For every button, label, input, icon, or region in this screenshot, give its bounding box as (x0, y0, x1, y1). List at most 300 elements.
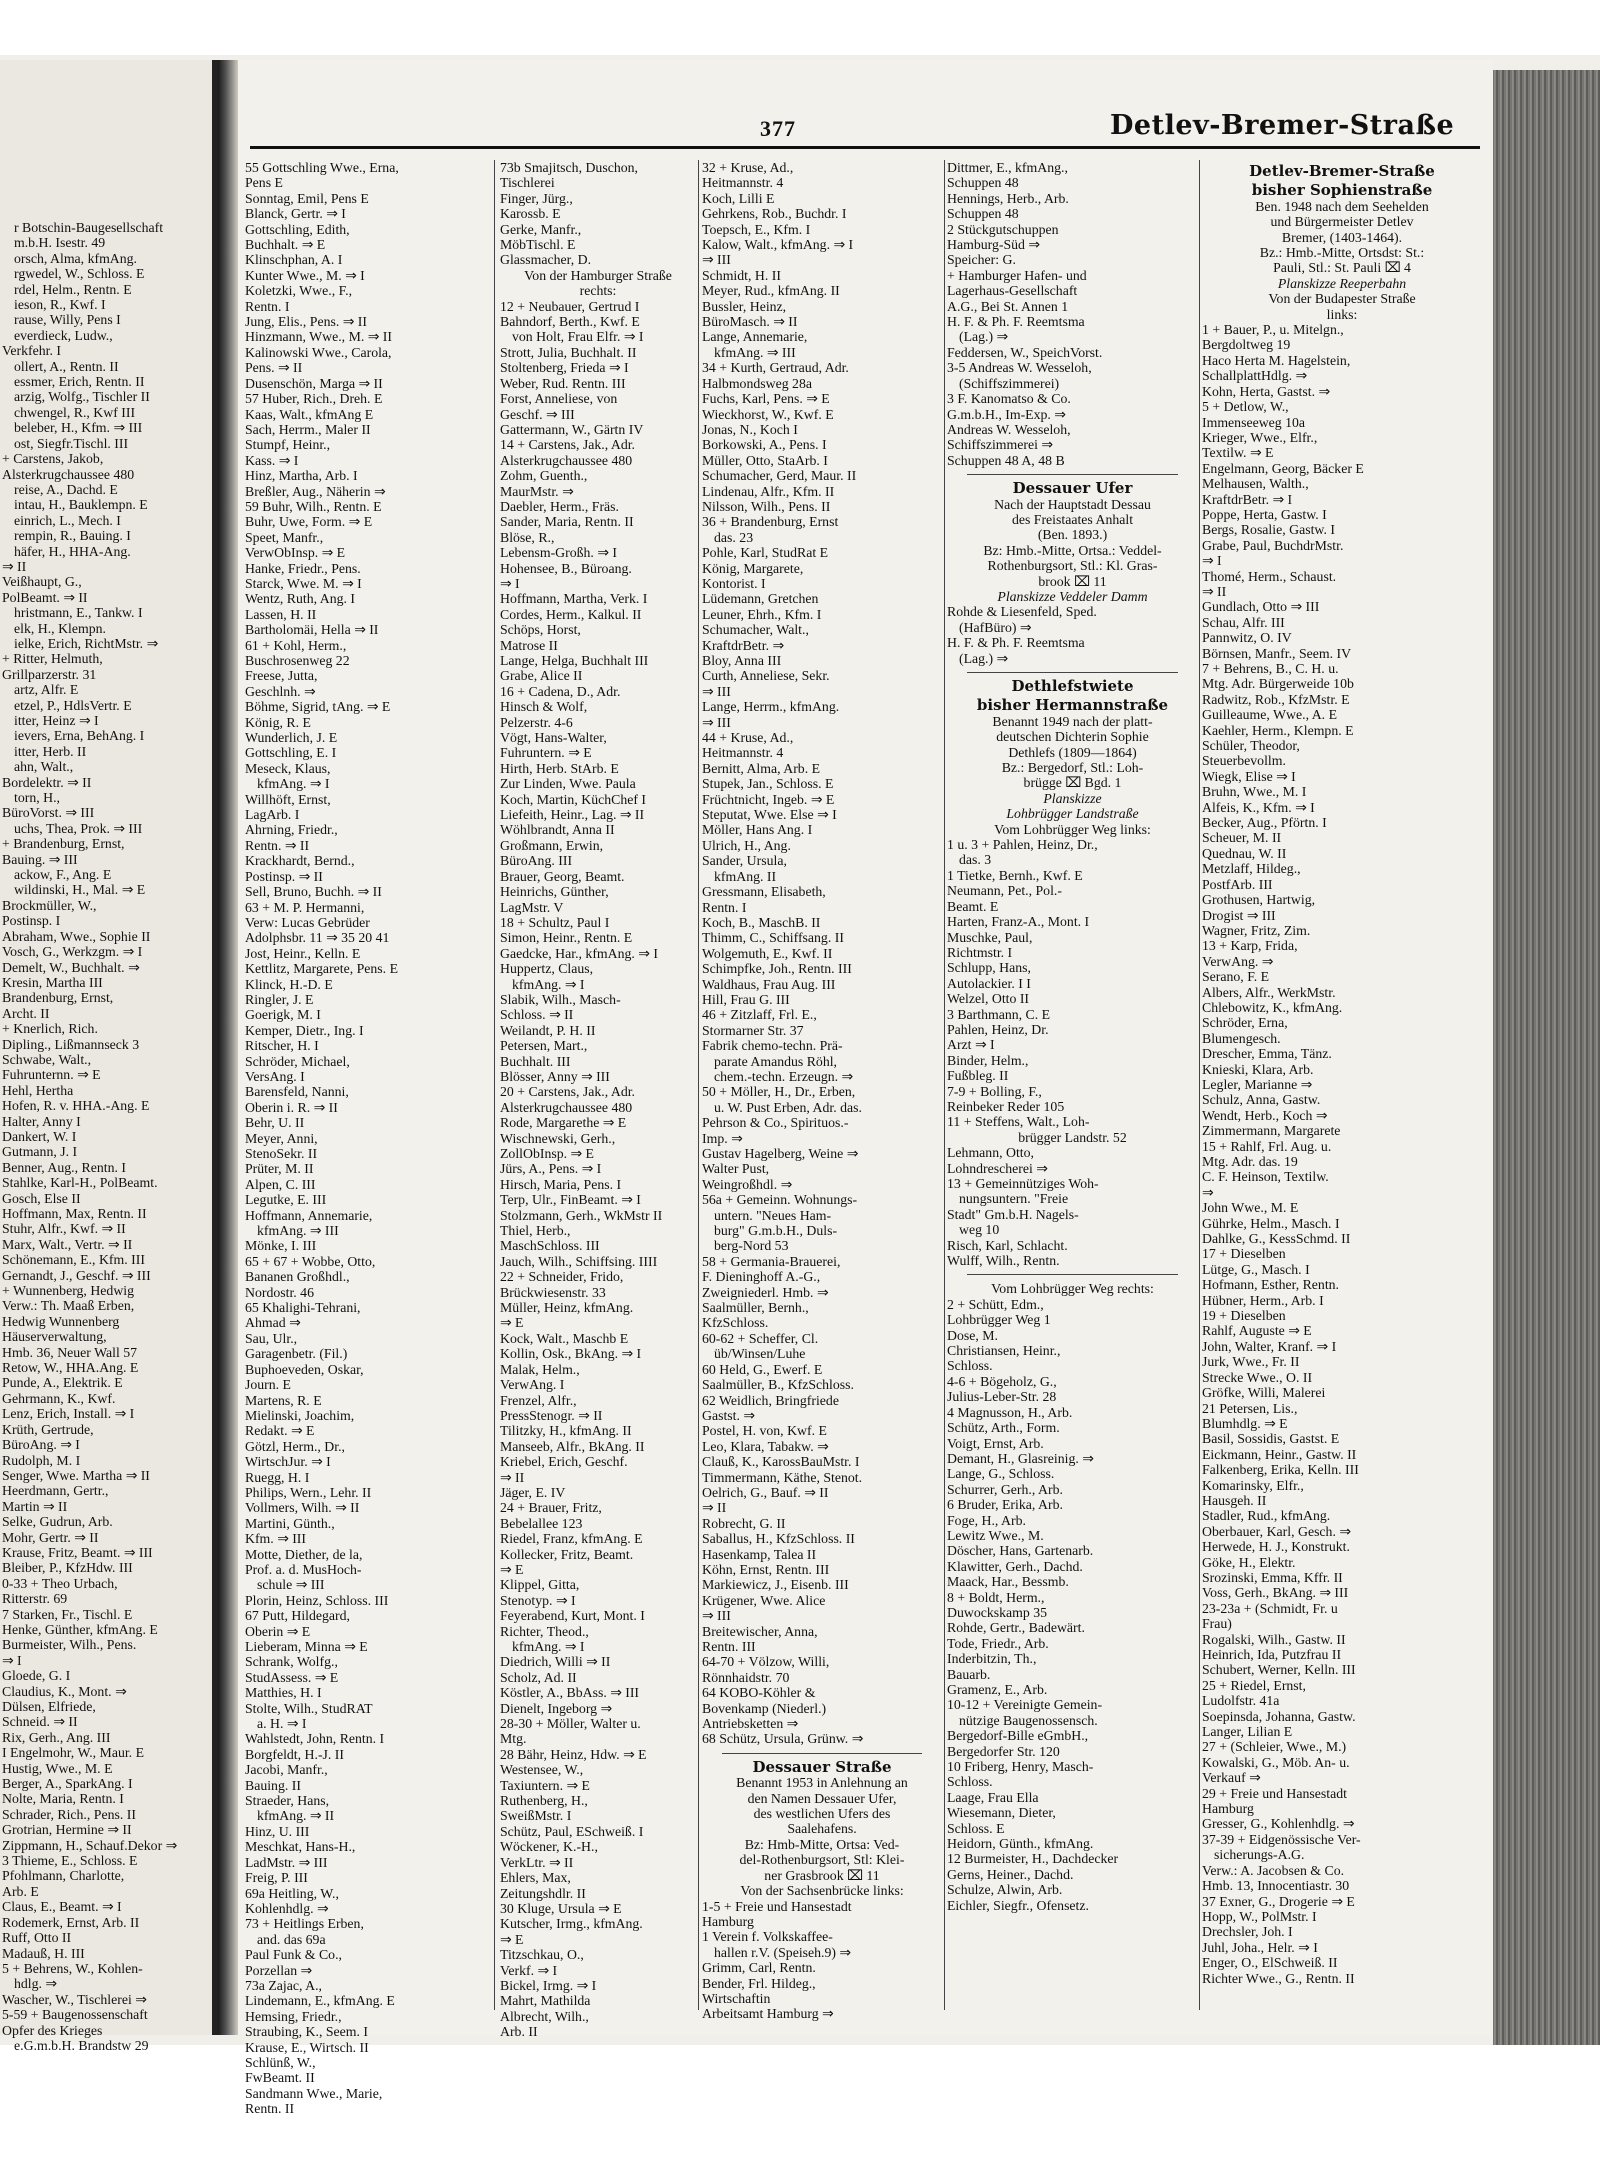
directory-entry-line: Jacobi, Manfr., (245, 1762, 328, 1778)
directory-entry-line: Krüth, Gertrude, (2, 1421, 94, 1437)
street-description: brook ⌧ 11 (1038, 573, 1107, 589)
directory-entry-line: 60-62 + Scheffer, Cl. (702, 1330, 819, 1346)
directory-entry-line: Opfer des Krieges (2, 2022, 103, 2038)
directory-entry-line: Schloss. E (947, 1820, 1005, 1836)
directory-entry-line: Hinzmann, Wwe., M. ⇒ II (245, 329, 392, 345)
directory-entry-line: Buschrosenweg 22 (245, 653, 350, 668)
directory-entry-line: üb/Winsen/Luhe (714, 1346, 806, 1362)
directory-entry-line: Martens, R. E (245, 1392, 322, 1408)
directory-entry-line: Fuhrunternn. ⇒ E (2, 1067, 101, 1083)
directory-entry-line: 2 + Schütt, Edm., (947, 1296, 1044, 1312)
directory-entry-line: Häuserverwaltung, (2, 1329, 107, 1345)
street-description: Bz.: Bergedorf, Stl.: Loh- (1001, 760, 1144, 776)
directory-entry-line: Schlünß, W., (245, 2054, 316, 2070)
directory-entry-line: Prof. a. d. MusHoch- (245, 1561, 362, 1577)
directory-entry-line: Selke, Gudrun, Arb. (2, 1514, 113, 1530)
directory-entry-line: 13 + Gemeinnütziges Woh- (947, 1176, 1099, 1191)
directory-entry-line: 63 + M. P. Hermanni, (245, 899, 365, 915)
directory-entry-line: Diedrich, Willi ⇒ II (500, 1654, 611, 1670)
directory-entry-line: nützige Baugenossensch. (959, 1712, 1098, 1728)
directory-entry-line: Enger, O., ElSchweiß. II (1202, 1955, 1338, 1971)
directory-entry-line: Schmidt, H. II (702, 267, 781, 283)
directory-entry-line: Lange, G., Schloss. (947, 1466, 1055, 1482)
directory-entry-line: 3 Barthmann, C. E (947, 1006, 1051, 1022)
directory-entry-line: Bruhn, Wwe., M. I (1202, 784, 1307, 800)
directory-entry-line: ⇒ III (702, 252, 731, 268)
directory-entry-line: Simon, Heinr., Rentn. E (500, 930, 633, 946)
directory-entry-line: MaurMstr. ⇒ (500, 483, 574, 499)
directory-entry-line: Postel, H. von, Kwf. E (702, 1423, 827, 1439)
directory-entry-line: Zweigniederl. Hmb. ⇒ (702, 1284, 829, 1300)
directory-entry-line: BüroAng. ⇒ I (2, 1437, 80, 1453)
directory-entry-line: ahn, Walt., (14, 759, 74, 775)
section-divider (967, 1274, 1178, 1275)
directory-entry-line: Drescher, Emma, Tänz. (1202, 1046, 1332, 1062)
directory-entry-line: 32 + Kruse, Ad., (702, 160, 794, 175)
directory-entry-line: Rohde & Liesenfeld, Sped. (947, 604, 1097, 620)
column-rule (1199, 160, 1200, 2010)
directory-entry-line: Bauing. ⇒ III (2, 851, 78, 867)
directory-entry-line: 1 + Bauer, P., u. Mitelgn., (1202, 322, 1344, 338)
directory-entry-line: Thiel, Herb., (500, 1223, 571, 1239)
directory-entry-line: Hennings, Herb., Arb. (947, 190, 1069, 206)
directory-entry-line: Ahrning, Friedr., (245, 822, 338, 838)
directory-entry-line: Grillparzerstr. 31 (2, 666, 97, 682)
directory-entry-line: Gernandt, J., Geschf. ⇒ III (2, 1267, 151, 1283)
directory-entry-line: Drogist ⇒ III (1202, 907, 1276, 923)
directory-entry-line: Rentn. ⇒ II (245, 837, 310, 853)
directory-entry-line: Leuner, Ehrh., Kfm. I (702, 606, 822, 622)
directory-entry-line: Richtmstr. I (947, 944, 1013, 960)
book-gutter (218, 60, 238, 2035)
directory-entry-line: Saballus, H., KfzSchloss. II (702, 1531, 855, 1547)
directory-entry-line: Legutke, E. III (245, 1192, 327, 1208)
directory-entry-line: Jost, Heinr., Kelln. E (245, 945, 361, 961)
directory-entry-line: Wirtschaftin (702, 1990, 771, 2006)
directory-entry-line: Jung, Elis., Pens. ⇒ II (245, 314, 367, 330)
directory-entry-line: r Botschin-Baugesellschaft (14, 220, 164, 235)
directory-entry-line: Schütz, Arth., Form. (947, 1420, 1060, 1436)
directory-entry-line: Petersen, Mart., (500, 1038, 588, 1054)
directory-entry-line: Curth, Anneliese, Sekr. (702, 668, 830, 684)
directory-entry-line: Zimmermann, Margarete (1202, 1123, 1341, 1139)
street-description: brügge ⌧ Bgd. 1 (1023, 775, 1122, 791)
directory-entry-line: Voss, Gerh., BkAng. ⇒ III (1202, 1585, 1349, 1601)
directory-entry-line: 7 + Behrens, B., C. H. u. (1202, 661, 1339, 676)
directory-entry-line: Klinck, H.-D. E (245, 976, 333, 992)
directory-entry-line: Grotrian, Hermine ⇒ II (2, 1822, 132, 1838)
directory-entry-line: 55 Gottschling Wwe., Erna, (245, 160, 399, 175)
directory-entry-line: Brockmüller, W., (2, 897, 97, 913)
directory-entry-line: Hanke, Friedr., Pens. (245, 560, 361, 576)
directory-entry-line: Stuhr, Alfr., Kwf. ⇒ II (2, 1221, 126, 1237)
directory-entry-line: 36 + Brandenburg, Ernst (702, 514, 839, 530)
directory-entry-line: Marx, Walt., Vertr. ⇒ II (2, 1236, 133, 1252)
directory-entry-line: Reinbeker Reder 105 (947, 1098, 1065, 1114)
directory-entry-line: Wulff, Wilh., Rentn. (947, 1253, 1060, 1269)
directory-entry-line: Rogalski, Wilh., Gastw. II (1202, 1631, 1346, 1647)
directory-entry-line: Ringler, J. E (245, 991, 314, 1007)
directory-entry-line: Meyer, Anni, (245, 1130, 318, 1146)
directory-entry-line: kfmAng. ⇒ III (714, 344, 796, 360)
directory-entry-line: arzig, Wolfg., Tischler II (14, 389, 150, 405)
directory-entry-line: 7 Starken, Fr., Tischl. E (2, 1606, 133, 1622)
directory-entry-line: Pens. ⇒ II (245, 360, 303, 376)
directory-entry-line: Lütge, G., Masch. I (1202, 1261, 1310, 1277)
directory-entry-line: 28-30 + Möller, Walter u. (500, 1716, 641, 1732)
directory-entry-line: Soepinsda, Johanna, Gastw. (1202, 1708, 1356, 1724)
directory-entry-line: Ruegg, H. I (245, 1469, 310, 1485)
directory-entry-line: Wieckhorst, W., Kwf. E (702, 406, 834, 422)
directory-entry-line: Schröder, Michael, (245, 1053, 350, 1069)
directory-entry-line: ZollObInsp. ⇒ E (500, 1146, 594, 1161)
directory-entry-line: Bovenkamp (Niederl.) (702, 1700, 827, 1716)
directory-entry-line: Fuhruntern. ⇒ E (500, 745, 592, 761)
directory-entry-line: Ruff, Otto II (2, 1930, 72, 1946)
directory-entry-line: Leo, Klara, Tabakw. ⇒ (702, 1438, 829, 1454)
directory-entry-line: Porzellan ⇒ (245, 1962, 313, 1978)
directory-entry-line: kfmAng. ⇒ I (512, 976, 585, 992)
directory-entry-line: Demelt, W., Buchhalt. ⇒ (2, 959, 140, 975)
directory-entry-line: hallen r.V. (Speiseh.9) ⇒ (714, 1944, 851, 1960)
directory-entry-line: Ritscher, H. I (245, 1038, 319, 1054)
street-description: Dethlefs (1809—1864) (1008, 744, 1137, 760)
directory-entry-line: Risch, Karl, Schlacht. (947, 1237, 1068, 1253)
street-description: Nach der Hauptstadt Dessau (994, 496, 1151, 512)
directory-entry-line: Walter Pust, (702, 1161, 770, 1177)
directory-entry-line: itter, Heinz ⇒ I (14, 713, 99, 728)
directory-entry-line: Gerke, Manfr., (500, 221, 582, 237)
directory-entry-line: Haco Herta M. Hagelstein, (1202, 352, 1351, 368)
directory-entry-line: Stadler, Rud., kfmAng. (1202, 1508, 1331, 1524)
directory-entry-line: Hübner, Herm., Arb. I (1202, 1292, 1324, 1308)
directory-entry-line: Kaas, Walt., kfmAng E (245, 406, 374, 422)
directory-entry-line: Wentz, Ruth, Ang. I (245, 591, 356, 607)
directory-entry-line: Verkf. ⇒ I (500, 1962, 558, 1978)
directory-entry-line: 22 + Schneider, Frido, (500, 1269, 624, 1285)
directory-entry-line: Dose, M. (947, 1327, 998, 1343)
street-heading: Detlev-Bremer-Straße (1249, 162, 1435, 180)
directory-entry-line: Schumacher, Gerd, Maur. II (702, 468, 857, 484)
directory-entry-line: ost, Siegfr.Tischl. III (14, 435, 129, 451)
directory-entry-line: ⇒ III (702, 1608, 731, 1624)
directory-entry-line: häfer, H., HHA-Ang. (14, 543, 131, 559)
directory-entry-line: + Wunnenberg, Hedwig (2, 1283, 135, 1299)
directory-entry-line: 29 + Freie und Hansestadt (1202, 1785, 1347, 1801)
directory-entry-line: Martini, Günth., (245, 1515, 335, 1531)
directory-entry-line: Schulze, Alwin, Arb. (947, 1882, 1063, 1898)
directory-entry-line: Nordostr. 46 (245, 1284, 314, 1300)
directory-entry-line: Prüter, M. II (245, 1161, 314, 1177)
directory-entry-line: and. das 69a (257, 1931, 326, 1947)
directory-entry-line: kfmAng. II (714, 868, 777, 884)
directory-entry-line: Bloy, Anna III (702, 653, 782, 668)
directory-entry-line: Bergedorf-Bille eGmbH., (947, 1728, 1089, 1744)
directory-entry-line: Andreas W. Wesseloh, (947, 421, 1071, 437)
directory-entry-line: LagArb. I (245, 807, 300, 823)
directory-entry-line: Blanck, Gertr. ⇒ I (245, 206, 346, 222)
directory-entry-line: Lohndrescherei ⇒ (947, 1160, 1048, 1176)
directory-entry-line: KraftdrBetr. ⇒ (702, 637, 785, 653)
directory-entry-line: Christiansen, Heinr., (947, 1343, 1061, 1359)
directory-entry-line: untern. "Neues Ham- (714, 1207, 832, 1223)
directory-entry-line: Lenz, Erich, Install. ⇒ I (2, 1406, 135, 1422)
directory-entry-line: A.G., Bei St. Annen 1 (947, 298, 1069, 314)
directory-entry-line: das. 3 (959, 852, 992, 868)
directory-entry-line: Retow, W., HHA.Ang. E (2, 1360, 139, 1376)
directory-entry-line: Gustav Hagelberg, Weine ⇒ (702, 1146, 859, 1161)
directory-entry-line: 10 Friberg, Henry, Masch- (947, 1759, 1094, 1775)
directory-entry-line: Böhme, Sigrid, tAng. ⇒ E (245, 699, 391, 715)
directory-entry-line: Bartholomäi, Hella ⇒ II (245, 622, 379, 638)
directory-entry-line: 4 Magnusson, H., Arb. (947, 1404, 1073, 1420)
directory-entry-line: Klinschphan, A. I (245, 252, 343, 268)
directory-entry-line: Zohm, Guenth., (500, 468, 588, 484)
directory-entry-line: essmer, Erich, Rentn. II (14, 374, 145, 390)
directory-entry-line: Foge, H., Arb. (947, 1512, 1026, 1528)
directory-entry-line: Hofmann, Esther, Rentn. (1202, 1277, 1340, 1293)
directory-entry-line: Garagenbetr. (Fil.) (245, 1346, 348, 1362)
map-reference: Planskizze Reeperbahn (1277, 275, 1407, 291)
directory-entry-line: Stumpf, Heinr., (245, 437, 331, 453)
directory-entry-line: Albrecht, Wilh., (500, 2008, 589, 2024)
directory-entry-line: Wiesemann, Dieter, (947, 1805, 1056, 1821)
directory-entry-line: Brauer, Georg, Beamt. (500, 868, 625, 884)
directory-entry-line: Arb. II (500, 2024, 538, 2040)
directory-entry-line: Srozinski, Emma, Kffr. II (1202, 1569, 1343, 1585)
directory-entry-line: 18 + Schultz, Paul I (500, 914, 610, 930)
directory-entry-line: Koch, Martin, KüchChef I (500, 791, 646, 807)
directory-entry-line: Richter, Theod., (500, 1623, 589, 1639)
directory-entry-line: kfmAng. ⇒ II (257, 1808, 335, 1824)
directory-entry-line: Wolgemuth, E., Kwf. II (702, 945, 833, 961)
directory-entry-line: 1 Tietke, Bernh., Kwf. E (947, 867, 1083, 883)
directory-entry-line: Titzschkau, O., (500, 1947, 584, 1963)
directory-entry-line: StenoSekr. II (245, 1146, 318, 1161)
directory-entry-line: Schiffszimmerei ⇒ (947, 437, 1053, 453)
directory-entry-line: (Lag.) ⇒ (959, 329, 1009, 345)
directory-entry-line: LagMstr. V (500, 899, 564, 915)
directory-entry-line: Ehlers, Max, (500, 1870, 571, 1886)
directory-entry-line: Liefeith, Heinr., Lag. ⇒ II (500, 807, 645, 823)
directory-entry-line: 59 Buhr, Wilh., Rentn. E (245, 498, 382, 514)
directory-column-2 (500, 160, 696, 2040)
directory-entry-line: F. Dieninghoff A.-G., (702, 1269, 821, 1285)
directory-entry-line: Barensfeld, Nanni, (245, 1084, 349, 1100)
directory-entry-line: ollert, A., Rentn. II (14, 358, 119, 374)
directory-entry-line: Gundlach, Otto ⇒ III (1202, 599, 1320, 615)
directory-entry-line: everdieck, Ludw., (14, 327, 113, 343)
directory-entry-line: Weilandt, P. H. II (500, 1022, 596, 1038)
directory-entry-line: ⇒ I (1202, 553, 1222, 569)
directory-entry-line: Frenzel, Alfr., (500, 1392, 577, 1408)
directory-entry-line: von Holt, Frau Elfr. ⇒ I (512, 329, 644, 345)
directory-entry-line: 13 + Karp, Frida, (1202, 938, 1298, 954)
directory-entry-line: Wunderlich, J. E (245, 730, 338, 746)
directory-entry-line: ⇒ III (702, 683, 731, 699)
directory-entry-line: e.G.m.b.H. Brandstw 29 (14, 2037, 149, 2053)
directory-entry-line: Ulrich, H., Ang. (702, 837, 791, 853)
directory-entry-line: Borgfeldt, H.-J. II (245, 1746, 344, 1762)
directory-entry-line: Nilsson, Wilh., Pens. II (702, 498, 831, 514)
directory-entry-line: Matrose II (500, 637, 558, 653)
directory-entry-line: Gastst. ⇒ (702, 1407, 755, 1423)
directory-entry-line: Schuppen 48 (947, 175, 1019, 191)
directory-entry-line: Gottschling, E. I (245, 745, 337, 761)
directory-entry-line: Rahlf, Auguste ⇒ E (1202, 1323, 1312, 1339)
directory-entry-line: Hmb. 13, Innocentiastr. 30 (1202, 1878, 1350, 1894)
directory-entry-line: Riedel, Franz, kfmAng. E (500, 1531, 643, 1547)
directory-entry-line: Buchhalt. ⇒ E (245, 237, 326, 253)
directory-entry-line: Hmb. 36, Neuer Wall 57 (2, 1344, 138, 1360)
directory-entry-line: Westensee, W., (500, 1762, 584, 1778)
directory-entry-line: Autolackier. I I (947, 975, 1031, 991)
directory-entry-line: Redakt. ⇒ E (245, 1423, 315, 1439)
directory-entry-line: Gosch, Else II (2, 1190, 81, 1206)
directory-entry-line: 73a Zajac, A., (245, 1977, 323, 1993)
directory-entry-line: Halbmondsweg 28a (702, 375, 812, 391)
directory-entry-line: Alpen, C. III (245, 1176, 316, 1192)
directory-entry-line: Schrank, Wolfg., (245, 1654, 338, 1670)
directory-entry-line: Mohr, Gertr. ⇒ II (2, 1529, 99, 1545)
directory-entry-line: Breßler, Aug., Näherin ⇒ (245, 483, 386, 499)
street-heading: bisher Sophienstraße (1251, 181, 1433, 200)
directory-entry-line: Rode, Margarethe ⇒ E (500, 1115, 627, 1131)
directory-entry-line: Willhöft, Ernst, (245, 791, 331, 807)
directory-entry-line: Poppe, Herta, Gastw. I (1202, 506, 1327, 522)
directory-entry-line: u. W. Pust Erben, Adr. das. (714, 1099, 862, 1115)
directory-entry-line: Lewitz Wwe., M. (947, 1527, 1044, 1543)
directory-entry-line: Hehl, Hertha (2, 1082, 74, 1098)
directory-entry-line: 34 + Kurth, Gertraud, Adr. (702, 360, 849, 376)
directory-entry-line: Madauß, H. III (2, 1945, 85, 1961)
directory-entry-line: Clauß, K., KarossBauMstr. I (702, 1454, 860, 1470)
directory-entry-line: Schloss. ⇒ II (500, 1007, 574, 1023)
directory-entry-line: Grabe, Alice II (500, 668, 583, 684)
directory-entry-line: Antriebsketten ⇒ (702, 1716, 799, 1732)
directory-entry-line: 73 + Heitlings Erben, (245, 1916, 364, 1932)
directory-entry-line: Journ. E (245, 1377, 291, 1393)
directory-entry-line: Blösser, Anny ⇒ III (500, 1068, 610, 1084)
directory-entry-line: Lange, Helga, Buchhalt III (500, 653, 649, 668)
directory-entry-line: Bananen Großhdl., (245, 1269, 350, 1285)
street-description: des Freistaates Anhalt (1011, 511, 1134, 527)
directory-entry-line: Buchhalt. III (500, 1053, 571, 1069)
street-description: den Namen Dessauer Ufer, (747, 1790, 897, 1806)
directory-entry-line: ⇒ E (500, 1315, 524, 1331)
directory-entry-line: Früchtnicht, Ingeb. ⇒ E (702, 791, 835, 807)
directory-entry-line: Martin ⇒ II (2, 1498, 68, 1514)
directory-entry-line: Alfeis, K., Kfm. ⇒ I (1202, 799, 1315, 815)
directory-entry-line: Thimm, C., Schiffsang. II (702, 930, 844, 946)
directory-entry-line: ieson, R., Kwf. I (14, 297, 106, 313)
section-direction: Von der Sachsenbrücke links: (740, 1883, 904, 1899)
directory-entry-line: 65 + 67 + Wobbe, Otto, (245, 1253, 376, 1269)
directory-entry-line: Eichler, Siegfr., Ofensetz. (947, 1897, 1089, 1913)
directory-entry-line: Kollecker, Fritz, Beamt. (500, 1546, 634, 1562)
directory-entry-line: Kass. ⇒ I (245, 452, 299, 468)
directory-entry-line: das. 23 (714, 529, 754, 545)
directory-entry-line: Arb. E (2, 1883, 39, 1899)
directory-entry-line: Hoffmann, Max, Rentn. II (2, 1206, 147, 1221)
directory-entry-line: Pohle, Karl, StudRat E (702, 545, 829, 561)
column-rule (944, 160, 945, 2010)
directory-entry-line: PostfArb. III (1202, 876, 1273, 892)
directory-column-4 (947, 160, 1198, 2015)
directory-entry-line: Kontorist. I (702, 575, 766, 591)
directory-entry-line: Stenotyp. ⇒ I (500, 1592, 576, 1608)
directory-entry-line: 44 + Kruse, Ad., (702, 730, 794, 746)
directory-entry-line: Herwede, H. J., Konstrukt. (1202, 1539, 1350, 1555)
directory-entry-line: Kemper, Dietr., Ing. I (245, 1022, 364, 1038)
directory-entry-line: Heidorn, Günth., kfmAng. (947, 1836, 1094, 1852)
directory-entry-line: Mahrt, Mathilda (500, 1993, 591, 2009)
directory-entry-line: Freese, Jutta, (245, 668, 318, 684)
directory-entry-line: Demant, H., Glasreinig. ⇒ (947, 1450, 1094, 1466)
directory-entry-line: Göke, H., Elektr. (1202, 1554, 1296, 1570)
directory-entry-line: reise, A., Dachd. E (14, 481, 118, 497)
directory-entry-line: Alsterkrugchaussee 480 (2, 466, 135, 482)
directory-entry-line: Behr, U. II (245, 1115, 305, 1131)
directory-entry-line: Hausgeh. II (1202, 1492, 1267, 1508)
directory-entry-line: Krause, E., Wirtsch. II (245, 2039, 369, 2055)
directory-entry-line: Lüdemann, Gretchen (702, 591, 819, 607)
directory-entry-line: Hoffmann, Annemarie, (245, 1207, 373, 1223)
directory-entry-line: schule ⇒ III (257, 1577, 325, 1593)
directory-entry-line: Manseeb, Alfr., BkAng. II (500, 1438, 645, 1454)
directory-entry-line: elk, H., Klempn. (14, 620, 106, 636)
directory-entry-line: ⇒ II (2, 558, 27, 574)
directory-entry-line: H. F. & Ph. F. Reemtsma (947, 635, 1085, 651)
book-page-edges (1493, 70, 1600, 2045)
directory-entry-line: Gloede, G. I (2, 1668, 71, 1684)
directory-entry-line: Chlebowitz, K., kfmAng. (1202, 999, 1343, 1015)
directory-entry-line: Gottschling, Edith, (245, 221, 350, 237)
directory-entry-line: Immenseeweg 10a (1202, 414, 1306, 430)
directory-entry-line: Jonas, N., Koch I (702, 421, 798, 437)
street-heading: Dessauer Ufer (1012, 479, 1133, 498)
directory-entry-line: Kalow, Walt., kfmAng. ⇒ I (702, 237, 854, 253)
street-description: des westlichen Ufers des (753, 1806, 891, 1822)
directory-entry-line: Stoltenberg, Frieda ⇒ I (500, 360, 629, 376)
directory-entry-line: 0-33 + Theo Urbach, (2, 1575, 118, 1591)
directory-entry-line: Dipling., Lißmannseck 3 (2, 1036, 140, 1052)
directory-entry-line: 3 F. Kanomatso & Co. (947, 391, 1071, 407)
directory-entry-line: Jauch, Wilh., Schiffsing. IIII (500, 1253, 658, 1269)
directory-entry-line: Claudius, K., Mont. ⇒ (2, 1683, 127, 1699)
directory-entry-line: 64-70 + Völzow, Willi, (702, 1654, 830, 1670)
directory-entry-line: C. F. Heinson, Textilw. (1202, 1169, 1329, 1185)
directory-entry-line: 3 Thieme, E., Schloss. E (2, 1853, 138, 1869)
directory-entry-line: Rodemerk, Ernst, Arb. II (2, 1914, 140, 1930)
directory-entry-line: Robrecht, G. II (702, 1515, 786, 1531)
directory-entry-line: Ruthenberg, H., (500, 1793, 588, 1809)
directory-entry-line: nungsuntern. "Freie (959, 1191, 1069, 1207)
directory-entry-line: ievers, Erna, BehAng. I (14, 728, 145, 744)
street-description: Ben. 1948 nach dem Seehelden (1255, 198, 1429, 214)
directory-entry-line: Harten, Franz-A., Mont. I (947, 914, 1090, 930)
directory-entry-line: Oelrich, G., Bauf. ⇒ II (702, 1484, 829, 1500)
directory-entry-line: MöbTischl. E (500, 237, 576, 253)
directory-entry-line: Archt. II (2, 1005, 50, 1021)
directory-entry-line: hristmann, E., Tankw. I (14, 605, 143, 621)
directory-entry-line: Zeitungshdlr. II (500, 1885, 586, 1901)
directory-entry-line: Postinsp. ⇒ II (245, 868, 323, 884)
directory-entry-line: Geschf. ⇒ III (500, 406, 575, 422)
directory-entry-line: VerwAng. I (500, 1377, 565, 1393)
directory-entry-line: ielke, Erich, RichtMstr. ⇒ (14, 635, 159, 651)
directory-entry-line: Strott, Julia, Buchhalt. II (500, 344, 637, 360)
